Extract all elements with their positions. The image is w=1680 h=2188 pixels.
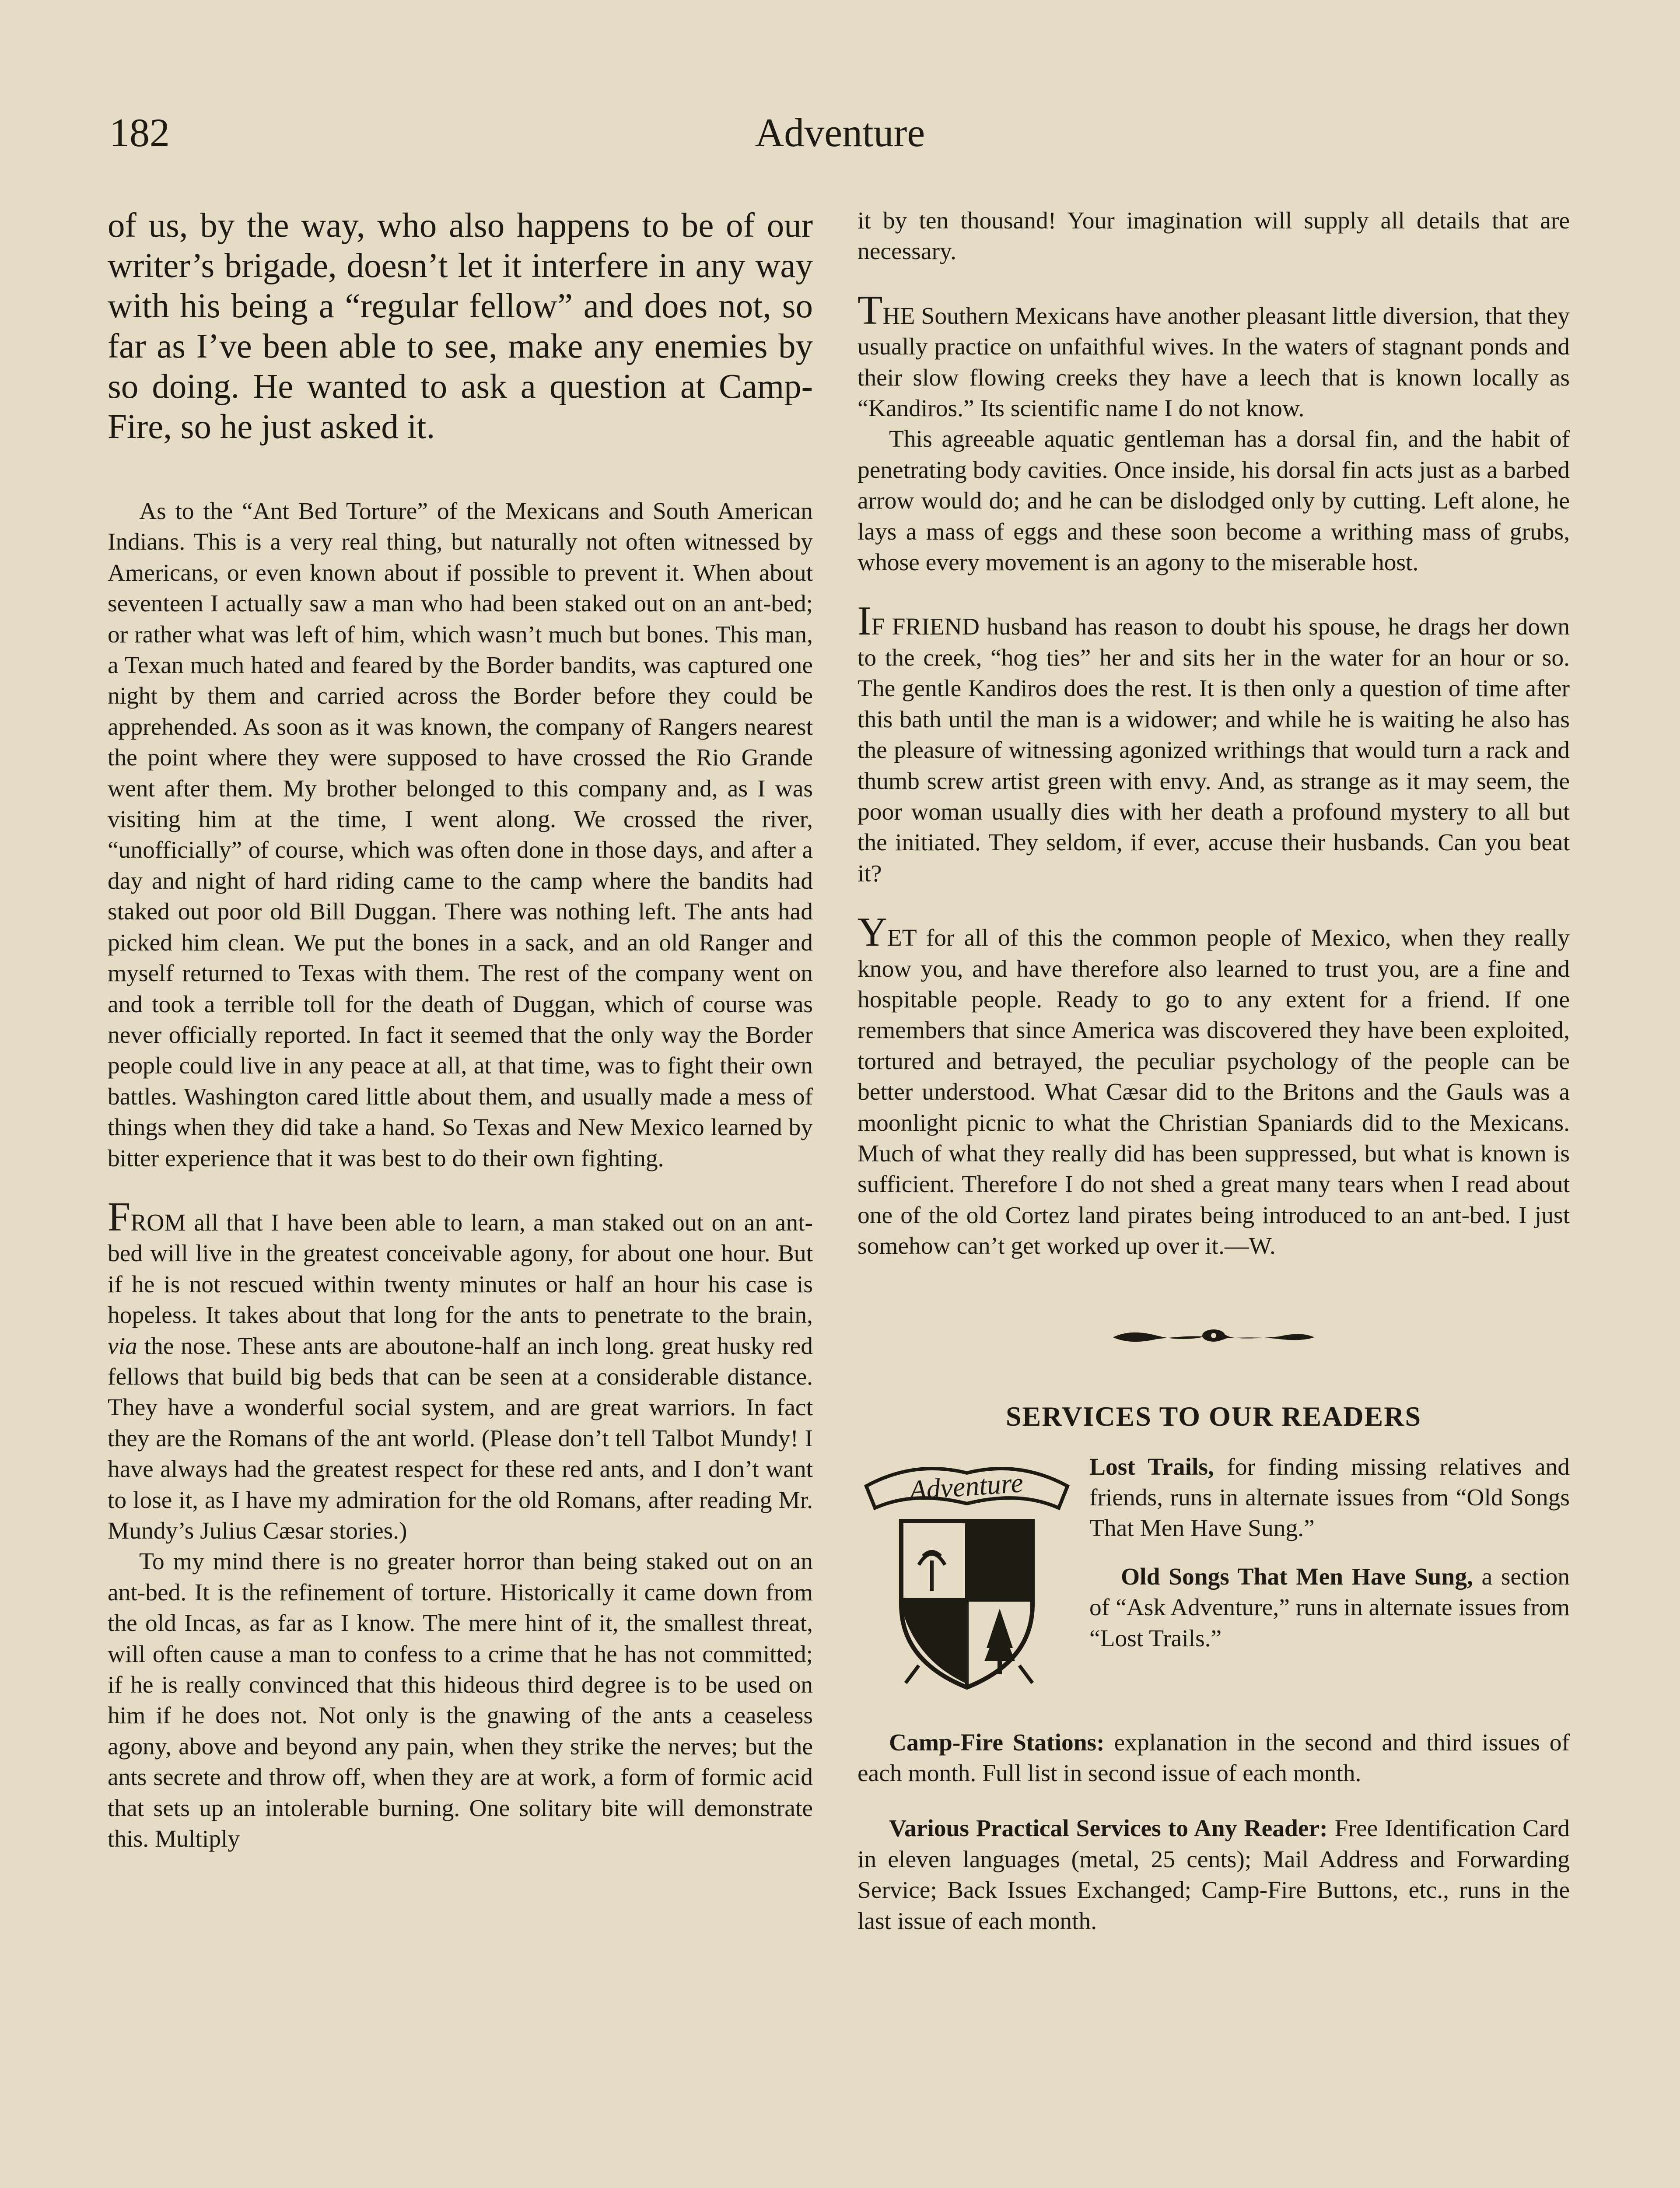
paragraph-text: HE Southern Mexicans have another pleasant little diversion, that they usually practice on unfaithful wives. In the waters of stagnant ponds and their slow flowing creeks they have a leech that is known locally as “Kandiros.” Its scientific name I do not know.: [858, 302, 1570, 422]
drop-cap: T: [858, 287, 883, 333]
service-text: a section of “Ask Adventure,” runs in alternate issues from “Lost Trails.”: [1089, 1563, 1570, 1652]
left-column: [108, 206, 813, 1855]
various-services-item: [858, 1813, 1570, 1937]
page-header: [109, 109, 1571, 166]
husband-paragraph: [858, 598, 1570, 889]
service-title: Various Practical Services to Any Reader:: [889, 1815, 1328, 1842]
ant-agony-paragraph: [108, 1194, 813, 1546]
service-text: for finding missing relatives and friends, runs in alternate issues from “Old Songs That Men Have Sung.”: [1089, 1453, 1570, 1542]
paragraph-text: F FRIEND husband has reason to doubt his spouse, he drags her down to the creek, “hog ties” her and sits her in the water for an hour or so. The gentle Kandiros does the rest. It is then only a question of time after this bath until the man is a widower; and while he is waiting he also has the pleasure of witnessing agonized writhings that would turn a rack and thumb screw artist green with envy. And, as strange as it may seem, the poor woman usually dies with her death a profound mystery to all but the initiated. They seldom, if ever, accuse their husbands. Can you beat it?: [858, 614, 1570, 887]
paragraph-text: the nose. These ants are aboutone-half an inch long. great husky red fellows that build big beds that can be seen at a considerable distance. They have a wonderful social system, and are great warriors. In fact they are the Romans of the ant world. (Please don’t tell Talbot Mundy! I have always had the greatest respect for these red ants, and I don’t want to lose it, as I have my admiration for the old Romans, after reading Mr. Mundy’s Julius Cæsar stories.): [108, 1332, 813, 1544]
drop-cap: F: [108, 1194, 131, 1240]
running-title: Adventure: [755, 110, 925, 155]
italic-word: via: [108, 1332, 137, 1360]
svg-text:Adventure: Adventure: [908, 1466, 1024, 1506]
camp-fire-stations-item: [858, 1728, 1570, 1789]
service-title: Lost Trails,: [1089, 1453, 1214, 1480]
service-text: Free Identification Card in eleven languages (metal, 25 cents); Mail Address and Forwarding Service; Back Issues Exchanged; Camp-Fire Buttons, etc., runs in the last issue of each month.: [858, 1815, 1570, 1935]
service-title: Camp-Fire Stations:: [889, 1729, 1105, 1756]
ant-bed-letter-paragraph: As to the “Ant Bed Torture” of the Mexicans and South American Indians. This is a very real thing, but naturally not often witnessed by Americans, or even known about if possible to prevent it. When about seventeen I actually saw a man who had been staked out on an ant-bed; or rather what was left of him, which wasn’t much but bones. This man, a Texan much hated and feared by the Border bandits, was captured one night by them and carried across the Border before they could be apprehended. As soon as it was known, the company of Rangers nearest the point where they were supposed to have crossed the Rio Grande went after them. My brother belonged to this company and, as I was visiting him at the time, I went along. We crossed the river, “unofficially” of course, which was often done in those days, and after a day and night of hard riding came to the camp where the bandits had staked out poor old Bill Duggan. There was nothing left. The ants had picked him clean. We put the bones in a sack, and an old Ranger and myself returned to Texas with them. The rest of the company went on and took a terrible toll for the death of Duggan, which of course was never officially reported. In fact it seemed that the only way the Border people could live in any peace at all, at that time, was to fight their own battles. Washington cared little about them, and usually made a mess of things when they did take a hand. So Texas and New Mexico learned by bitter experience that it was best to do their own fighting.: [108, 498, 813, 1172]
paragraph-text: ROM all that I have been able to learn, a man staked out on an ant-bed will live in the greatest conceivable agony, for about one hour. But if he is not rescued within twenty minutes or half an hour his case is hopeless. It takes about that long for the ants to penetrate to the brain,: [108, 1209, 813, 1329]
torture-horror-paragraph: To my mind there is no greater horror than being staked out on an ant-bed. It is the refinement of torture. Historically it came down from the old Incas, as far as I know. The mere hint of it, the smallest threat, will often cause a man to confess to a crime that he has not committed; if he is really convinced that this hideous third degree is to be used on him if he does not. Not only is the gnawing of the ants a ceaseless agony, above and beyond any pain, when they strike the nerves; but the ants secrete and throw off, when they are at work, a form of formic acid that sets up an intolerable burning. One solitary bite will demonstrate this. Multiply: [108, 1548, 813, 1853]
services-section: [858, 1452, 1570, 1937]
ornament-divider-icon: [1104, 1318, 1323, 1353]
service-text: explanation in the second and third issues of each month. Full list in second issue of each month.: [858, 1729, 1570, 1787]
drop-cap: I: [858, 598, 872, 644]
intro-paragraph: of us, by the way, who also happens to be of our writer’s brigade, doesn’t let it interfere in any way with his being a “regular fellow” and does not, so far as I’ve been able to see, make any enemies by so doing. He wanted to ask a question at Camp-Fire, so he just asked it.: [108, 207, 813, 446]
leech-paragraph: This agreeable aquatic gentleman has a dorsal fin, and the habit of penetrating body cavities. Once inside, his dorsal fin acts just as a barbed arrow would do; and he can be dislodged only by cutting. Left alone, he lays a mass of eggs and these soon become a writhing mass of grubs, whose every movement is an agony to the miserable host.: [858, 426, 1570, 576]
kandiros-paragraph: [858, 287, 1570, 424]
services-heading: SERVICES TO OUR READERS: [1005, 1400, 1422, 1432]
continuation-paragraph: it by ten thousand! Your imagination will supply all details that are necessary.: [858, 207, 1570, 265]
page-number: 182: [109, 110, 170, 155]
paragraph-text: ET for all of this the common people of Mexico, when they really know you, and have therefore also learned to trust you, are a fine and hospitable people. Ready to go to any extent for a friend. If one remembers that since America was discovered they have been exploited, tortured and betrayed, the peculiar psychology of the people can be better understood. What Cæsar did to the Britons and the Gauls was a moonlight picnic to what the Christian Spaniards did to the Mexicans. Much of what they really did has been suppressed, but what is known is sufficient. Therefore I do not shed a great many tears when I read about one of the old Cortez land pirates being introduced to an ant-bed. I just somehow can’t get worked up over it.—W.: [858, 925, 1570, 1260]
drop-cap: Y: [858, 909, 887, 955]
adventure-shield-emblem-icon: [853, 1455, 1081, 1701]
right-column: [858, 206, 1570, 1937]
service-title: Old Songs That Men Have Sung,: [1121, 1563, 1473, 1590]
mexico-people-paragraph: [858, 909, 1570, 1262]
